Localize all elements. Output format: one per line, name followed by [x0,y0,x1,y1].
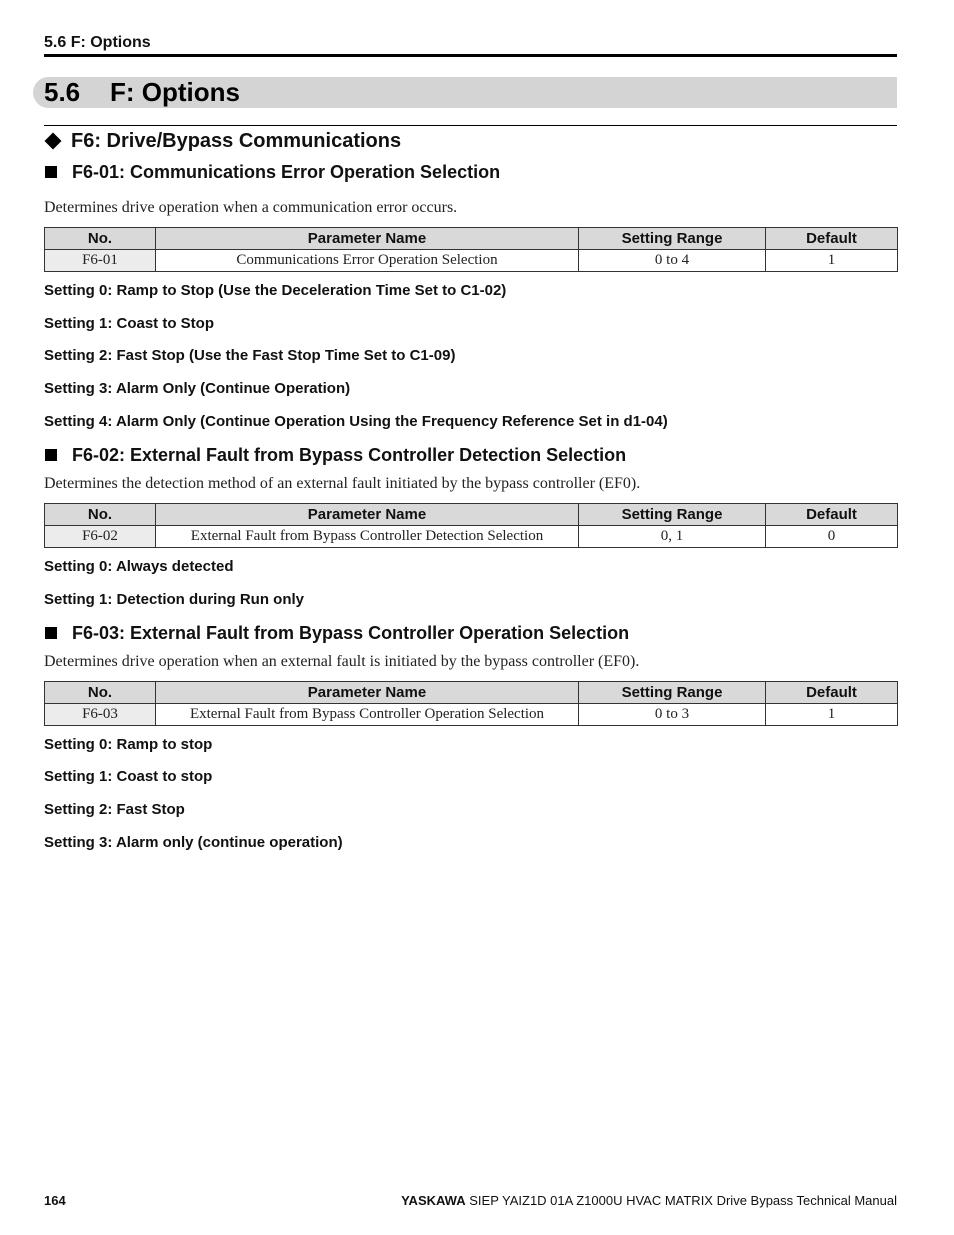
subsection-title: F6: Drive/Bypass Communications [71,130,402,152]
column-header-setting-range: Setting Range [579,228,766,250]
section-title [44,77,240,108]
parameter-table-f6-01 [44,227,898,272]
square-bullet-icon [45,166,57,178]
footer-brand: YASKAWA [401,1193,466,1208]
parameter-description: Determines drive operation when a communication error occurs. [44,199,458,216]
footer-manual-title [401,1193,897,1208]
setting-item: Setting 1: Coast to stop [44,768,213,785]
header-rule [44,54,897,57]
column-header-parameter-name: Parameter Name [156,682,579,704]
cell-setting-range: 0 to 4 [579,250,766,272]
column-header-parameter-name: Parameter Name [156,228,579,250]
table-header-row [45,504,898,526]
setting-item: Setting 2: Fast Stop (Use the Fast Stop Time Set to C1-09) [44,347,456,364]
column-header-no: No. [45,682,156,704]
diamond-bullet-icon [45,133,62,150]
cell-setting-range: 0, 1 [579,526,766,548]
page-number: 164 [44,1193,66,1208]
square-bullet-icon [45,627,57,639]
setting-item: Setting 0: Always detected [44,558,234,575]
column-header-default: Default [766,228,898,250]
table-row [45,526,898,548]
square-bullet-icon [45,449,57,461]
cell-no: F6-01 [45,250,156,272]
parameter-heading-text: F6-01: Communications Error Operation Selection [72,162,501,182]
setting-item: Setting 0: Ramp to stop [44,736,213,753]
setting-item: Setting 4: Alarm Only (Continue Operation Using the Frequency Reference Set in d1-04) [44,413,668,430]
table-row [45,250,898,272]
column-header-default: Default [766,504,898,526]
parameter-description: Determines drive operation when an external fault is initiated by the bypass controller (EF0). [44,653,640,670]
column-header-parameter-name: Parameter Name [156,504,579,526]
running-head: 5.6 F: Options [44,34,151,51]
cell-default: 0 [766,526,898,548]
setting-item: Setting 3: Alarm only (continue operation) [44,834,343,851]
cell-no: F6-02 [45,526,156,548]
cell-no: F6-03 [45,704,156,726]
section-title-text: F: Options [110,77,240,107]
cell-default: 1 [766,704,898,726]
cell-default: 1 [766,250,898,272]
column-header-no: No. [45,228,156,250]
subsection-heading [44,129,401,153]
section-rule [44,125,897,126]
table-header-row [45,228,898,250]
table-header-row [45,682,898,704]
footer-title-text: SIEP YAIZ1D 01A Z1000U HVAC MATRIX Drive Bypass Technical Manual [469,1193,897,1208]
setting-item: Setting 1: Detection during Run only [44,591,304,608]
setting-item: Setting 1: Coast to Stop [44,315,214,332]
setting-item: Setting 3: Alarm Only (Continue Operation) [44,380,351,397]
section-number: 5.6 [44,77,81,107]
parameter-heading-f6-03 [44,622,629,644]
parameter-heading-text: F6-02: External Fault from Bypass Controller Detection Selection [72,445,627,465]
parameter-table-f6-03 [44,681,898,726]
cell-parameter-name: External Fault from Bypass Controller Operation Selection [156,704,579,726]
cell-parameter-name: Communications Error Operation Selection [156,250,579,272]
parameter-heading-f6-02 [44,444,626,466]
setting-item: Setting 2: Fast Stop [44,801,185,818]
column-header-no: No. [45,504,156,526]
cell-parameter-name: External Fault from Bypass Controller Detection Selection [156,526,579,548]
cell-setting-range: 0 to 3 [579,704,766,726]
parameter-heading-text: F6-03: External Fault from Bypass Controller Operation Selection [72,623,630,643]
column-header-setting-range: Setting Range [579,682,766,704]
parameter-heading-f6-01 [44,161,500,183]
table-row [45,704,898,726]
column-header-default: Default [766,682,898,704]
setting-item: Setting 0: Ramp to Stop (Use the Deceleration Time Set to C1-02) [44,282,507,299]
column-header-setting-range: Setting Range [579,504,766,526]
parameter-table-f6-02 [44,503,898,548]
parameter-description: Determines the detection method of an external fault initiated by the bypass controller (EF0). [44,475,641,492]
